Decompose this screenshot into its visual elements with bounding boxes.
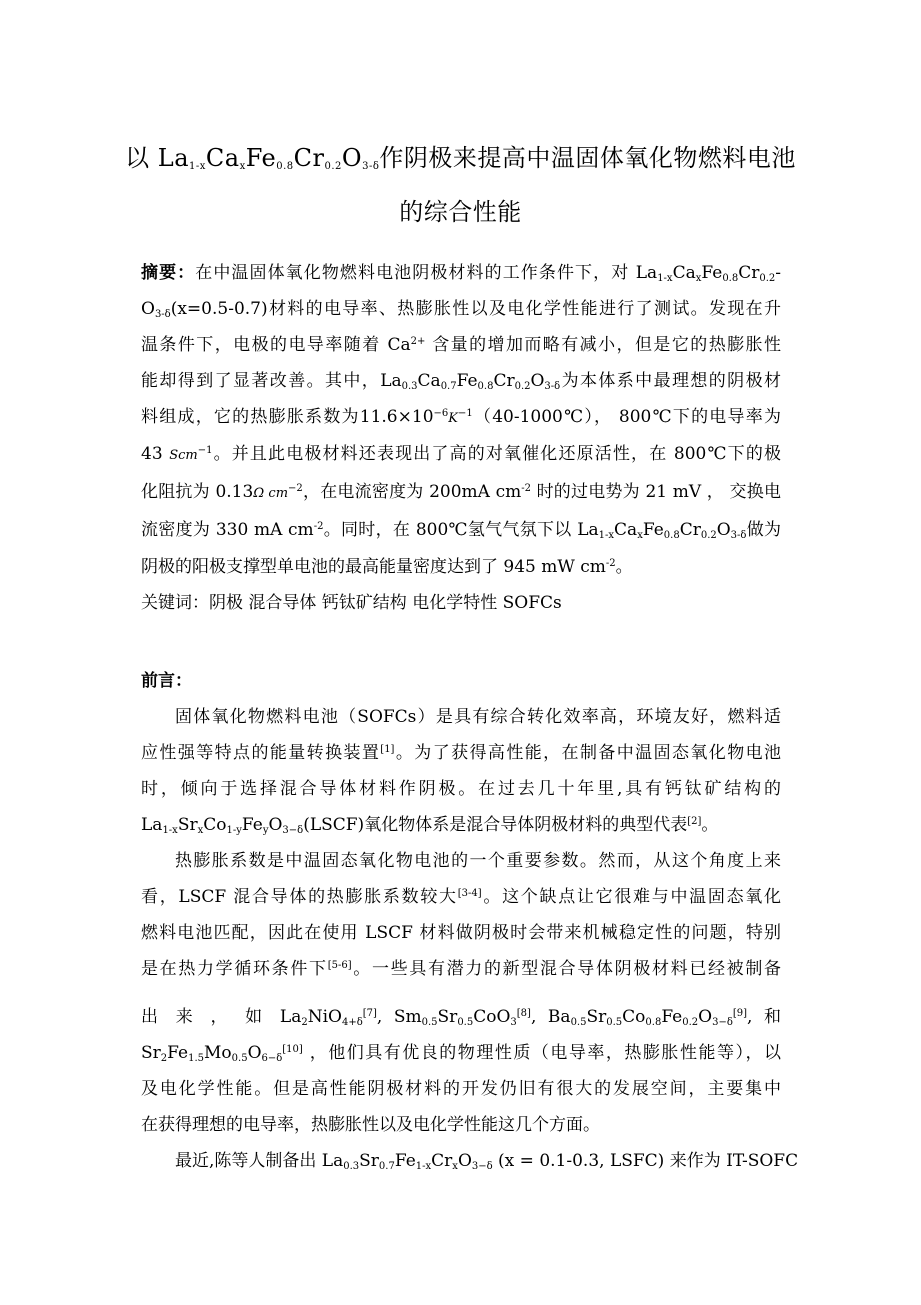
intro-p2-line-3: 燃料电池匹配，因此在使用 LSCF 材料做阴极时会带来机械稳定性的问题，特别 [141, 923, 781, 943]
intro-p3-line-1: 最近,陈等人制备出 $La_{0.3}Sr_{0.7}Fe_{1-x}Cr_xO_{3-\delta}$ (x = 0.1-0.3, LSFC) 来作为 IT-SOFC [175, 1151, 799, 1172]
keywords: 关键词：阴极 混合导体 钙钛矿结构 电化学特性 SOFCs [141, 593, 562, 613]
abstract-line-5: 料组成，它的热膨胀系数为$11.6\times 10^{-6}K^{-1}(40-1000℃)$， 800℃下的电导率为 [141, 407, 781, 427]
abstract-line-4: 能却得到了显著改善。其中，$La_{0.3}Ca_{0.7}Fe_{0.8}Cr_{0.2}O_{3-\delta}$为本体系中最理想的阴极材 [141, 371, 781, 392]
intro-p2-line-4: 是在热力学循环条件下[5-6]。一些具有潜力的新型混合导体阴极材料已经被制备 [141, 959, 782, 979]
abstract-label: 摘要 [141, 263, 178, 283]
abstract-line-8: 流密度为 330 mA $cm^{-2}$。同时，在 800℃氢气气氛下以 $La_{1-x}Ca_xFe_{0.8}Cr_{0.2}O_{3-\delta}$做为 [141, 520, 782, 541]
paper-title-line-1: 以 $La_{1-x}Ca_xFe_{0.8}Cr_{0.2}O_{3-\delta}$作阴极来提高中温固体氧化物燃料电池 [125, 144, 796, 172]
intro-p2-line-2: 看，LSCF 混合导体的热膨胀系数较大[3-4]。这个缺点让它很难与中温固态氧化 [141, 887, 781, 907]
abstract-line-1: 摘要：在中温固体氧化物燃料电池阴极材料的工作条件下，对 $La_{1-x}Ca_xFe_{0.8}Cr_{0.2}-$ [141, 263, 782, 284]
intro-p2-line-6: $Sr_2Fe_{1.5}Mo_{0.5}O_{6-\delta}[10]$ ，他们具有优良的物理性质（电导率，热膨胀性能等），以 [141, 1043, 781, 1064]
abstract-line-9: 阴极的阳极支撑型单电池的最高能量密度达到了 945 mW $cm^{-2}$。 [141, 557, 633, 577]
abstract-line-6: 43 Scm$^{-1}$。并且此电极材料还表现出了高的对氧催化还原活性，在 800℃下的极 [141, 444, 781, 464]
abstract-line-7: 化阻抗为 0.13Ω $cm^{-2}$，在电流密度为 200mA $cm^{-2}$ 时的过电势为 21 mV ， 交换电 [141, 482, 781, 502]
intro-p2-line-8: 在获得理想的电导率，热膨胀性以及电化学性能这几个方面。 [141, 1115, 600, 1135]
abstract-line-2: $O_{3-\delta}(x=0.5-0.7)$材料的电导率、热膨胀性以及电化学性能进行了测试。发现在升 [141, 299, 781, 320]
paper-title-line-2: 的综合性能 [399, 198, 522, 226]
intro-p1-line-3: 时，倾向于选择混合导体材料作阴极。在过去几十年里,具有钙钛矿结构的 [141, 779, 781, 799]
abstract-line-3: 温条件下，电极的电导率随着 $Ca^{2+}$ 含量的增加而略有减小，但是它的热膨胀性 [141, 335, 782, 355]
intro-p1-line-1: 固体氧化物燃料电池（SOFCs）是具有综合转化效率高，环境友好，燃料适 [175, 707, 781, 727]
intro-p2-line-1: 热膨胀系数是中温固态氧化物电池的一个重要参数。然而，从这个角度上来 [175, 851, 781, 871]
intro-p2-line-7: 及电化学性能。但是高性能阴极材料的开发仍旧有很大的发展空间，主要集中 [141, 1079, 781, 1099]
intro-heading: 前言： [141, 671, 192, 691]
intro-p1-line-4: $La_{1-x}Sr_xCo_{1-y}Fe_yO_{3-\delta}(LSCF)$氧化物体系是混合导体阴极材料的典型代表[2]。 [141, 815, 719, 836]
intro-p2-line-5: 出 来 ， 如 $La_2NiO_{4+\delta}[7]$, $Sm_{0.5}Sr_{0.5}CoO_3[8]$, $Ba_{0.5}Sr_{0.5}Co_{0.8}Fe_{0.2}O_{3-\delta}[9]$, 和 [141, 1007, 781, 1028]
intro-p1-line-2: 应性强等特点的能量转换装置[1]。为了获得高性能，在制备中温固态氧化物电池 [141, 743, 782, 763]
